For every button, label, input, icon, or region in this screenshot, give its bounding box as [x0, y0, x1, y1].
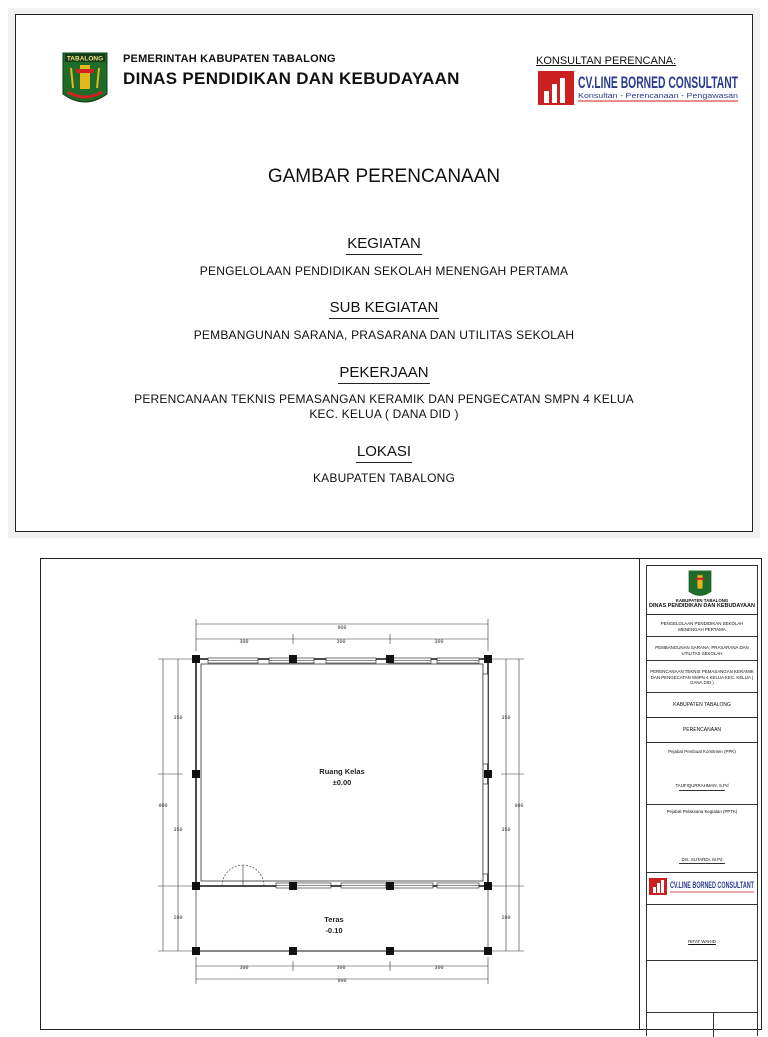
tb-row-pekerjaan: PERENCANAAN TEKNIS PEMASANGAN KERAMIK DAN PENGECATAN SMPN 4 KELUA KEC. KELUA ( DANA DID ): [647, 660, 757, 693]
dim-right-room-2: 350: [501, 827, 511, 833]
title-block: [639, 559, 762, 1029]
svg-text:CV.LINE BORNED CONSULTANT: CV.LINE BORNED CONSULTANT: [670, 880, 755, 890]
tb-row-sub-kegiatan: PEMBANGUNAN SARANA, PRASARANA DAN UTILITAS SEKOLAH: [647, 636, 757, 661]
department-line: DINAS PENDIDIKAN DAN KEBUDAYAAN: [123, 69, 460, 88]
floor-plan-drawing: [41, 559, 639, 1029]
section-value-lokasi: KABUPATEN TABALONG: [312, 471, 456, 485]
tb-row-consultant: [647, 872, 757, 901]
section-value-kegiatan: PENGELOLAAN PENDIDIKAN SEKOLAH MENENGAH PERTAMA: [199, 264, 569, 278]
dim-left-terrace: 200: [173, 915, 183, 921]
terrace-level: -0.10: [325, 926, 343, 935]
double-door: [222, 865, 264, 886]
government-line: PEMERINTAH KABUPATEN TABALONG: [123, 53, 336, 65]
dim-bottom-segment-3: 300: [434, 965, 444, 971]
cover-sheet: [8, 8, 760, 538]
section-heading-sub-kegiatan: SUB KEGIATAN: [16, 299, 752, 319]
tabalong-emblem-icon: [62, 52, 108, 110]
dim-top-segment-3: 300: [434, 639, 444, 645]
dim-bottom-segment-1: 300: [239, 965, 249, 971]
drawing-title: GAMBAR PERENCANAAN: [267, 166, 501, 187]
tb-dinas: DINAS PENDIDIKAN DAN KEBUDAYAAN: [649, 603, 755, 609]
floor-plan-sheet: [40, 558, 762, 1030]
tabalong-emblem-small-icon: [685, 570, 715, 600]
cover-frame: [15, 14, 753, 532]
dim-bottom-total: 900: [337, 978, 347, 984]
walls: [196, 659, 488, 951]
tb-kabupaten: KABUPATEN TABALONG: [675, 598, 729, 603]
consultant-label: KONSULTAN PERENCANA:: [536, 55, 677, 67]
tb-consultant-logo: [649, 877, 755, 897]
columns: [192, 655, 492, 955]
room-level: ±0.00: [332, 778, 352, 787]
dim-top-segment-1: 300: [239, 639, 249, 645]
room-label: Ruang Kelas: [319, 767, 365, 776]
dim-right-total: 900: [514, 803, 524, 809]
dim-top-total: 900: [337, 625, 347, 631]
tb-row-tahap: PERENCANAAN: [647, 717, 757, 743]
tb-row-ppk: Pejabat Pembuat Komitmen (PPK) TAUFIQURRAHMAN, S.Pd: [647, 742, 757, 805]
section-value-sub-kegiatan: PEMBANGUNAN SARANA, PRASARANA DAN UTILITAS SEKOLAH: [193, 328, 575, 342]
consultant-tagline: Konsultan - Perencanaan - Pengawasan: [578, 91, 738, 100]
tb-row-sheet: [647, 1012, 757, 1037]
section-heading-pekerjaan: PEKERJAAN: [16, 364, 752, 384]
tb-row-blank: [647, 960, 757, 1013]
consultant-name: CV.LINE BORNED CONSULTANT: [578, 73, 739, 92]
dim-left-room-1: 350: [173, 715, 183, 721]
dim-bottom-segment-2: 300: [336, 965, 346, 971]
dim-top-segment-2: 300: [336, 639, 346, 645]
terrace-label: Teras: [324, 915, 344, 924]
dim-left-room-2: 350: [173, 827, 183, 833]
dim-right-terrace: 200: [501, 915, 511, 921]
tb-row-kegiatan: PENGELOLAAN PENDIDIKAN SEKOLAH MENENGAH PERTAMA: [647, 614, 757, 637]
section-value-pekerjaan-1: PERENCANAAN TEKNIS PEMASANGAN KERAMIK DAN PENGECATAN SMPN 4 KELUA: [134, 392, 634, 406]
consultant-logo: [538, 71, 740, 107]
dim-left-total: 900: [158, 803, 168, 809]
tb-row-lokasi: KABUPATEN TABALONG: [647, 692, 757, 718]
section-heading-kegiatan: KEGIATAN: [16, 235, 752, 255]
tb-row-director: RIFAT WAHID: [647, 904, 757, 961]
section-value-pekerjaan-2: KEC. KELUA ( DANA DID ): [309, 407, 459, 421]
emblem-text: TABALONG: [66, 55, 104, 63]
tb-row-pptk: Pejabat Pelaksana Kegiatan (PPTK) Drs. SUTARDI, M.Pd: [647, 804, 757, 867]
section-heading-lokasi: LOKASI: [16, 443, 752, 463]
dim-right-room-1: 350: [501, 715, 511, 721]
